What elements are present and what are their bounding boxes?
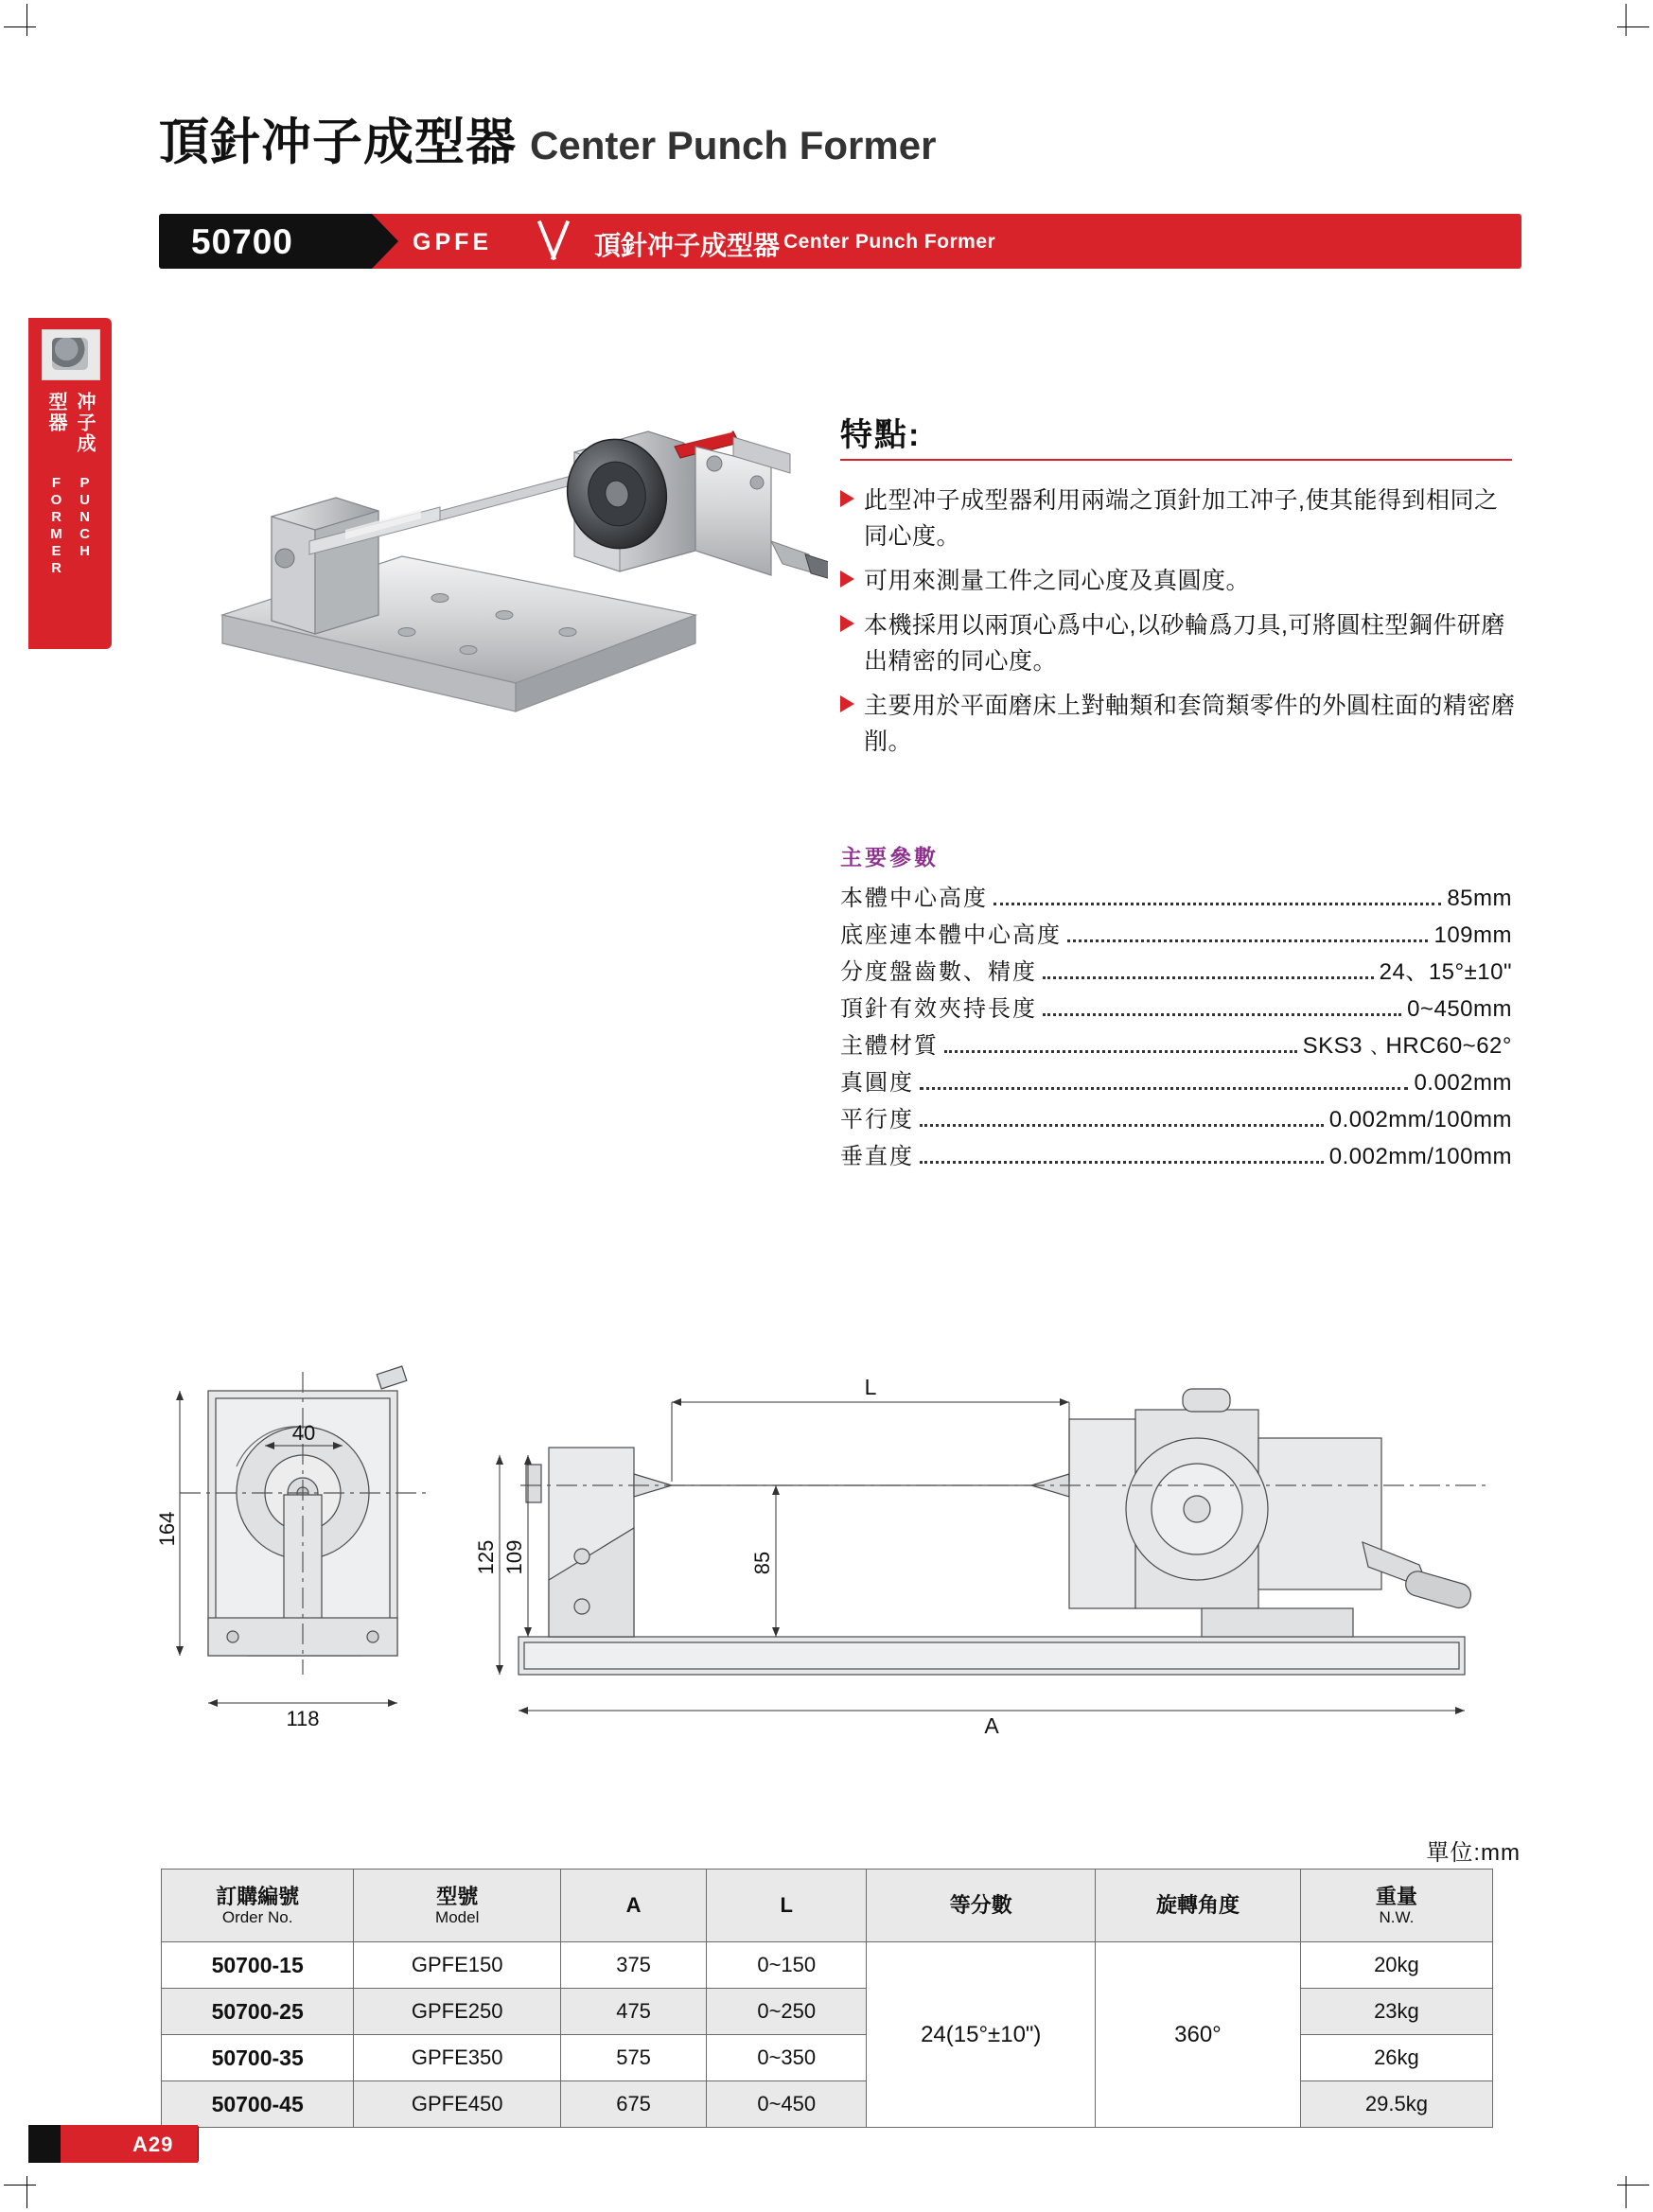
side-tab-label-cn: 冲子成型器	[45, 392, 95, 454]
page-title-en: Center Punch Former	[530, 123, 937, 167]
spec-row	[840, 1101, 1512, 1138]
cell-l: 0~150	[707, 1942, 867, 1989]
triangle-bullet-icon	[840, 695, 854, 760]
table-row	[162, 1942, 1493, 1989]
feature-item	[840, 607, 1521, 679]
chevron-right-icon	[545, 219, 570, 263]
side-tab-label	[28, 392, 112, 638]
spec-value: 85mm	[1447, 886, 1512, 911]
table-header-row	[162, 1870, 1493, 1942]
svg-text:164: 164	[155, 1511, 179, 1547]
bar-title-en: Center Punch Former	[783, 231, 996, 253]
spec-label: 頂針有效夾持長度	[840, 996, 1037, 1022]
spec-row	[840, 991, 1512, 1027]
cell-order-no: 50700-15	[162, 1942, 354, 1989]
features-list	[840, 483, 1521, 768]
spec-row	[840, 1138, 1512, 1175]
th-model: 型號 Model	[354, 1870, 561, 1942]
spec-dots	[994, 902, 1441, 905]
model-table	[161, 1869, 1493, 2128]
product-series: GPFE	[413, 229, 493, 255]
cell-weight: 23kg	[1300, 1989, 1492, 2035]
cell-l: 0~450	[707, 2081, 867, 2128]
crop-mark-top-left-h	[4, 26, 36, 27]
cell-weight: 29.5kg	[1300, 2081, 1492, 2128]
crop-mark-bottom-right-h	[1617, 2185, 1649, 2186]
svg-text:40: 40	[291, 1421, 316, 1445]
cell-model: GPFE150	[354, 1942, 561, 1989]
page-title	[159, 102, 936, 174]
th-weight: 重量 N.W.	[1300, 1870, 1492, 1942]
crop-mark-top-right-h	[1617, 26, 1649, 27]
spec-label: 本體中心高度	[840, 886, 988, 911]
specs-list	[840, 880, 1512, 1175]
spec-value: 0.002mm	[1414, 1070, 1512, 1096]
cell-l: 0~250	[707, 1989, 867, 2035]
triangle-bullet-icon	[840, 490, 854, 554]
cell-weight: 26kg	[1300, 2035, 1492, 2081]
spec-label: 平行度	[840, 1107, 914, 1132]
cell-order-no: 50700-45	[162, 2081, 354, 2128]
svg-text:L: L	[864, 1375, 877, 1399]
page-footer-accent	[61, 2125, 198, 2163]
bar-title-cn: 頂針冲子成型器	[594, 231, 781, 260]
page-footer	[28, 2125, 199, 2163]
side-tab-thumbnail-icon	[42, 329, 100, 380]
crop-mark-top-right	[1626, 4, 1627, 36]
side-tab-label-en: PUNCH FORMER	[48, 474, 93, 577]
product-code: 50700	[191, 222, 293, 261]
spec-value: 24、15°±10"	[1379, 959, 1512, 985]
svg-text:118: 118	[286, 1707, 320, 1730]
spec-value: 0.002mm/100mm	[1328, 1144, 1512, 1169]
crop-mark-bottom-left-h	[4, 2185, 36, 2186]
spec-label: 分度盤齒數、精度	[840, 959, 1037, 985]
cell-divisions: 24(15°±10")	[867, 1942, 1096, 2128]
page-number: A29	[132, 2133, 174, 2156]
svg-text:A: A	[984, 1713, 999, 1738]
th-rotation: 旋轉角度	[1096, 1870, 1301, 1942]
cell-a: 675	[561, 2081, 707, 2128]
unit-note: 單位:mm	[1426, 1840, 1521, 1866]
features-heading: 特點:	[840, 417, 922, 453]
spec-value: SKS3﹑HRC60~62°	[1302, 1033, 1512, 1059]
feature-text: 本機採用以兩頂心爲中心,以砂輪爲刀具,可將圓柱型鋼件研磨出精密的同心度。	[864, 612, 1505, 675]
page-title-cn: 頂針冲子成型器	[159, 114, 517, 170]
feature-item	[840, 688, 1521, 760]
features-divider	[840, 459, 1512, 461]
svg-text:109: 109	[502, 1539, 526, 1575]
crop-mark-top-left	[26, 4, 27, 36]
th-a: A	[561, 1870, 707, 1942]
th-l: L	[707, 1870, 867, 1942]
cell-a: 575	[561, 2035, 707, 2081]
spec-dots	[920, 1086, 1408, 1090]
product-photo	[203, 331, 828, 729]
cell-rotation: 360°	[1096, 1942, 1301, 2128]
cell-order-no: 50700-25	[162, 1989, 354, 2035]
spec-dots	[944, 1049, 1297, 1053]
spec-dots	[1067, 939, 1428, 942]
spec-row	[840, 1027, 1512, 1064]
spec-value: 109mm	[1433, 922, 1512, 948]
feature-text: 可用來測量工件之同心度及真圓度。	[864, 568, 1251, 594]
spec-row	[840, 917, 1512, 954]
technical-drawings	[142, 1353, 1523, 1798]
th-divisions: 等分數	[867, 1870, 1096, 1942]
cell-model: GPFE450	[354, 2081, 561, 2128]
spec-label: 底座連本體中心高度	[840, 922, 1062, 948]
triangle-bullet-icon	[840, 615, 854, 679]
spec-dots	[920, 1123, 1324, 1127]
triangle-bullet-icon	[840, 571, 854, 599]
spec-dots	[1043, 975, 1374, 979]
cell-weight: 20kg	[1300, 1942, 1492, 1989]
feature-text: 此型冲子成型器利用兩端之頂針加工冲子,使其能得到相同之同心度。	[864, 487, 1499, 550]
feature-text: 主要用於平面磨床上對軸類和套筒類零件的外圓柱面的精密磨削。	[864, 693, 1516, 755]
spec-dots	[920, 1160, 1324, 1164]
spec-label: 垂直度	[840, 1144, 914, 1169]
spec-value: 0.002mm/100mm	[1328, 1107, 1512, 1132]
specs-heading: 主要參數	[840, 845, 939, 869]
feature-item	[840, 563, 1521, 599]
cell-model: GPFE250	[354, 1989, 561, 2035]
crop-mark-bottom-right	[1626, 2176, 1627, 2208]
spec-dots	[1043, 1012, 1401, 1016]
spec-label: 主體材質	[840, 1033, 939, 1059]
cell-model: GPFE350	[354, 2035, 561, 2081]
feature-item	[840, 483, 1521, 554]
product-code-bar	[159, 214, 1521, 269]
cell-l: 0~350	[707, 2035, 867, 2081]
spec-label: 真圓度	[840, 1070, 914, 1096]
svg-text:85: 85	[750, 1551, 774, 1575]
side-category-tab	[28, 318, 112, 649]
svg-text:125: 125	[474, 1539, 498, 1575]
spec-row	[840, 880, 1512, 917]
spec-row	[840, 1064, 1512, 1101]
cell-order-no: 50700-35	[162, 2035, 354, 2081]
cell-a: 475	[561, 1989, 707, 2035]
spec-row	[840, 954, 1512, 991]
cell-a: 375	[561, 1942, 707, 1989]
crop-mark-bottom-left	[26, 2176, 27, 2208]
spec-value: 0~450mm	[1407, 996, 1512, 1022]
th-order-no: 訂購編號 Order No.	[162, 1870, 354, 1942]
